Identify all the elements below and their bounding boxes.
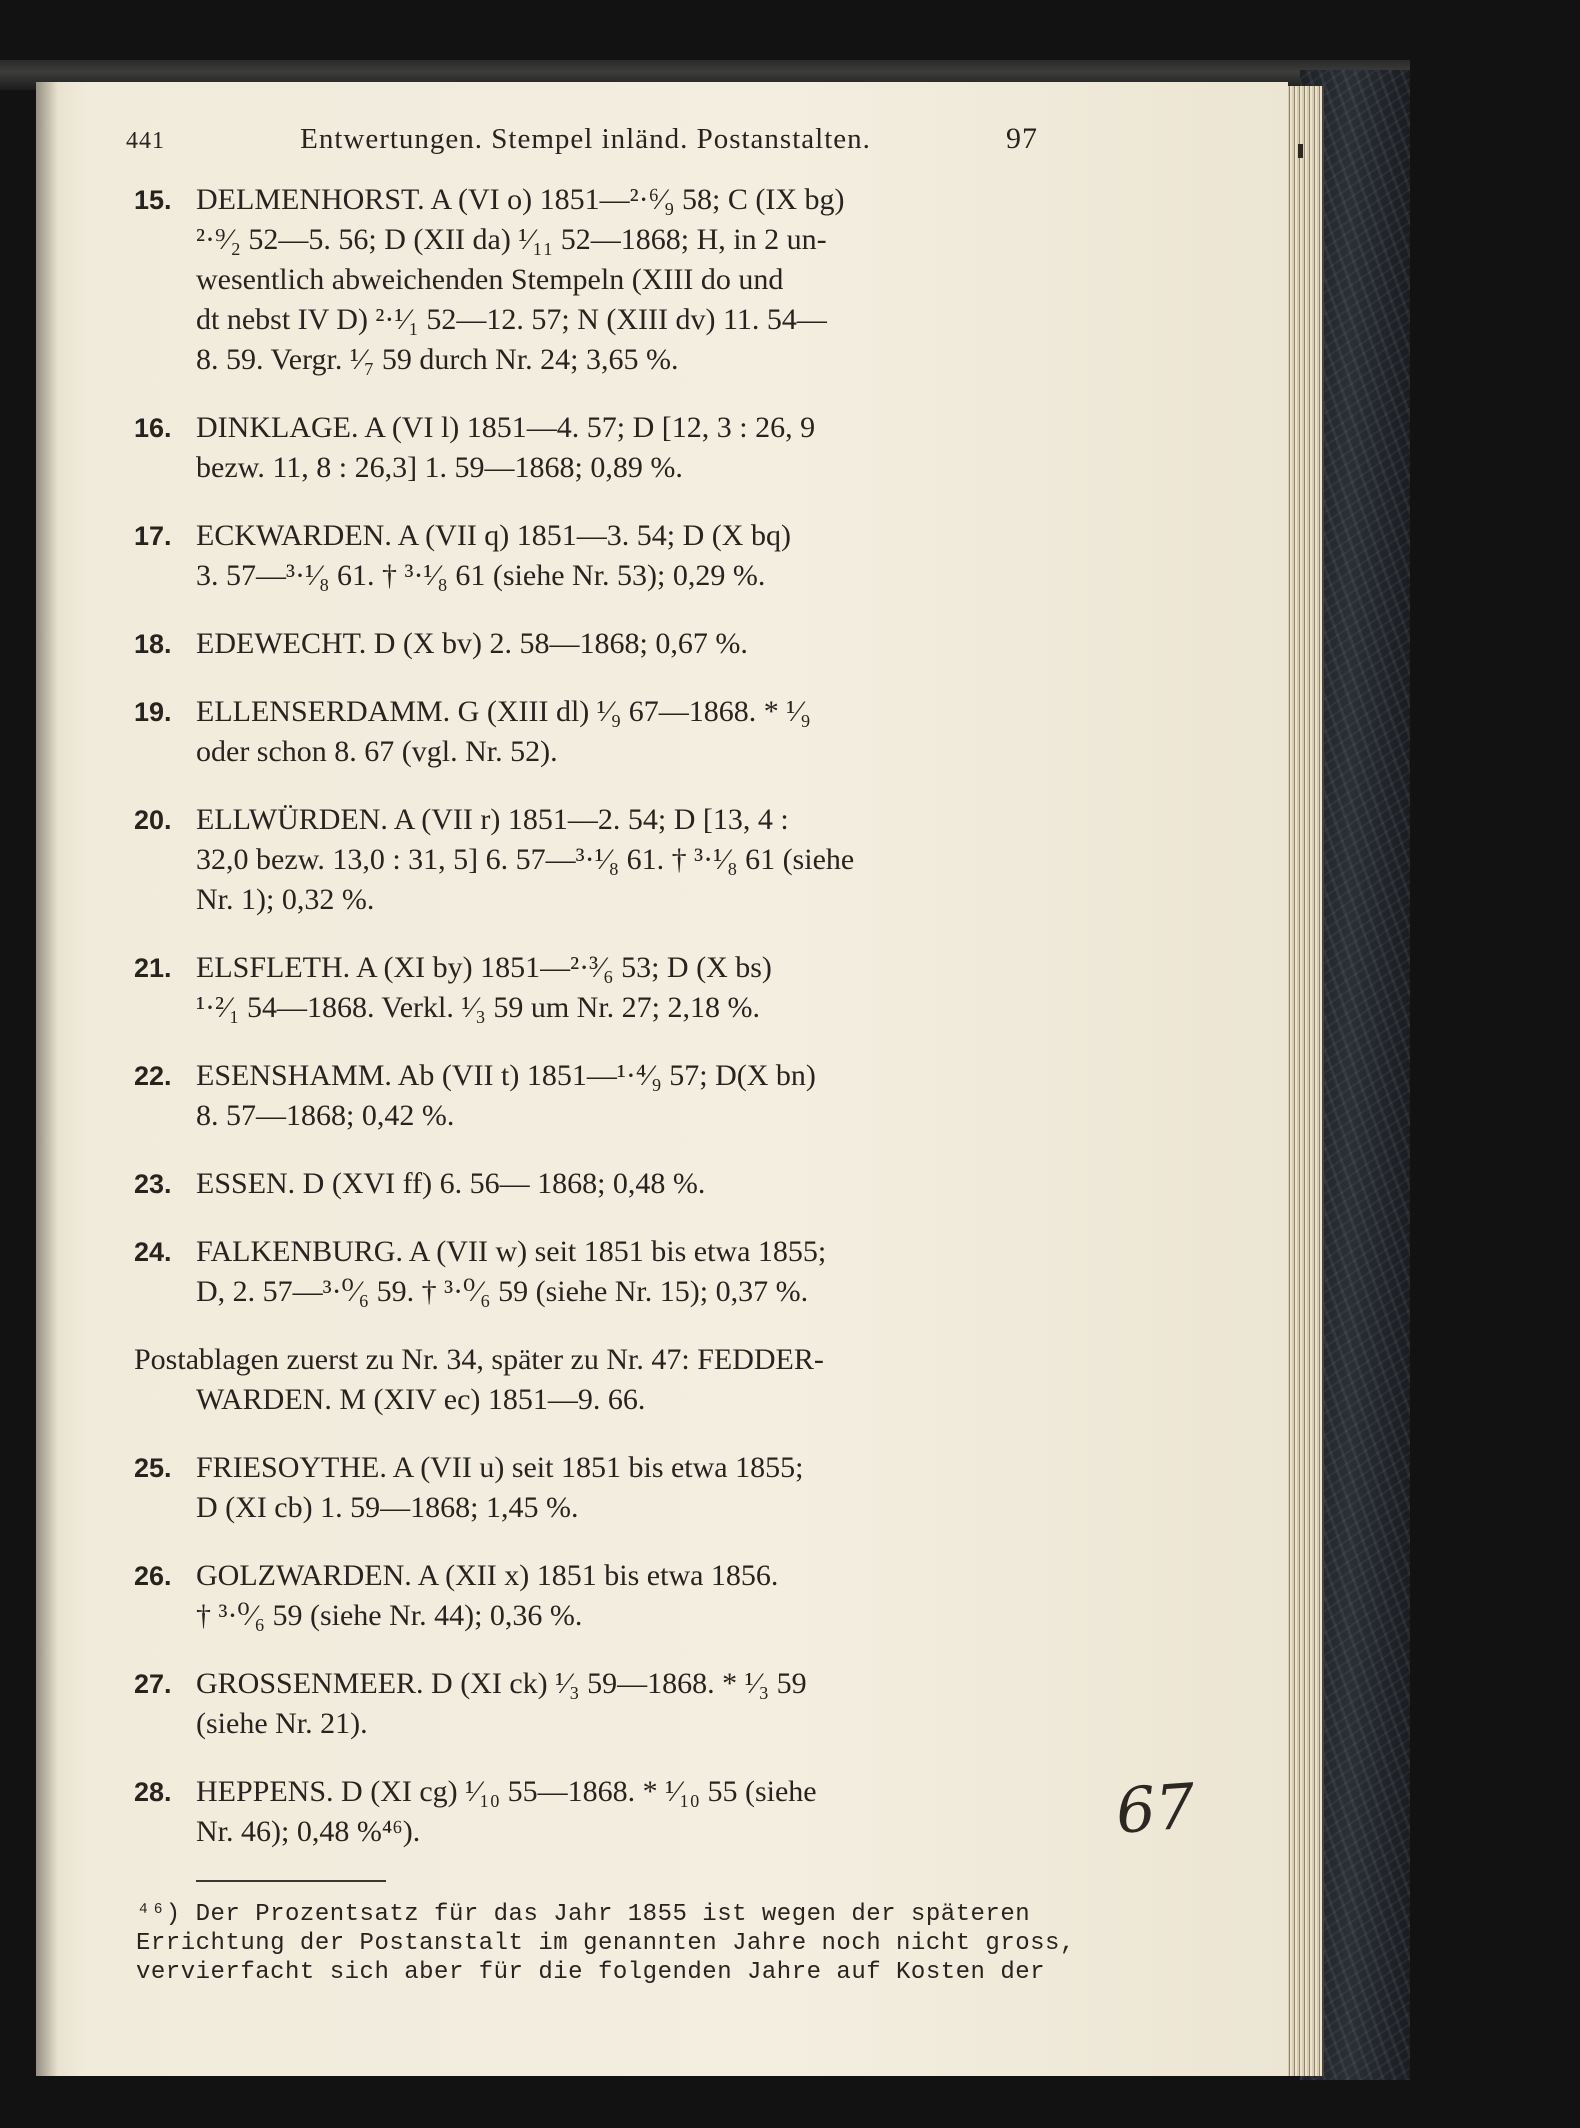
page-edges	[1282, 86, 1324, 2076]
list-item	[134, 1232, 1036, 1312]
footnote	[136, 1900, 1075, 1987]
handwritten-note: 67	[1113, 1769, 1198, 1848]
entry-line: 32,0 bezw. 13,0 : 31, 5] 6. 57—³·¹⁄₈ 61. † ³·¹⁄₈ 61 (siehe	[196, 843, 855, 876]
signature-mark: 441	[126, 128, 165, 154]
footnote-line: Errichtung der Postanstalt im genannten Jahre noch nicht gross,	[136, 1930, 1075, 1957]
entry-line: ²·⁹⁄₂ 52—5. 56; D (XII da) ¹⁄₁₁ 52—1868; H, in 2 un-	[196, 223, 827, 256]
list-item	[134, 800, 1036, 920]
list-item	[134, 1664, 1036, 1744]
running-title: Entwertungen. Stempel inländ. Postanstalten.	[300, 123, 871, 155]
list-item	[134, 1772, 1036, 1852]
list-item	[134, 692, 1036, 772]
entry-line: ELLENSERDAMM. G (XIII dl) ¹⁄₉ 67—1868. * ¹⁄₉	[196, 695, 811, 728]
entry-number: 25.	[134, 1453, 172, 1483]
footnote-line: ⁴⁶) Der Prozentsatz für das Jahr 1855 ist wegen der späteren	[136, 1901, 1031, 1928]
entry-line: Nr. 1); 0,32 %.	[196, 883, 375, 916]
list-item	[134, 624, 1036, 664]
entry-line: (siehe Nr. 21).	[196, 1707, 368, 1740]
entry-line: ESENSHAMM. Ab (VII t) 1851—¹·⁴⁄₉ 57; D(X bn)	[196, 1059, 816, 1092]
entry-number: 24.	[134, 1237, 172, 1267]
entry-number: 26.	[134, 1561, 172, 1591]
entry-line: ELSFLETH. A (XI by) 1851—²·³⁄₆ 53; D (X bs)	[196, 951, 772, 984]
entry-number: 28.	[134, 1777, 172, 1807]
running-header	[126, 122, 1038, 156]
entry-number: 16.	[134, 413, 172, 443]
entry-line: DELMENHORST. A (VI o) 1851—²·⁶⁄₉ 58; C (IX bg)	[196, 183, 845, 216]
entry-number: 20.	[134, 805, 172, 835]
entry-line: wesentlich abweichenden Stempeln (XIII do und	[196, 263, 784, 296]
page-number: 97	[1006, 122, 1038, 155]
entry-line: WARDEN. M (XIV ec) 1851—9. 66.	[196, 1383, 646, 1416]
entry-line: † ³·⁰⁄₆ 59 (siehe Nr. 44); 0,36 %.	[196, 1599, 583, 1632]
entry-line: ESSEN. D (XVI ff) 6. 56— 1868; 0,48 %.	[196, 1167, 706, 1200]
entry-line: DINKLAGE. A (VI l) 1851—4. 57; D [12, 3 : 26, 9	[196, 411, 816, 444]
list-item	[134, 516, 1036, 596]
entry-line: dt nebst IV D) ²·¹⁄₁ 52—12. 57; N (XIII dv) 11. 54—	[196, 303, 827, 336]
entry-line: GOLZWARDEN. A (XII x) 1851 bis etwa 1856.	[196, 1559, 779, 1592]
book-page	[36, 82, 1288, 2076]
list-item	[134, 180, 1036, 380]
list-item	[134, 1448, 1036, 1528]
entry-line: FALKENBURG. A (VII w) seit 1851 bis etwa 1855;	[196, 1235, 827, 1268]
entry-line: HEPPENS. D (XI cg) ¹⁄₁₀ 55—1868. * ¹⁄₁₀ 55 (siehe	[196, 1775, 817, 1808]
list-item	[134, 1056, 1036, 1136]
entry-line: 8. 59. Vergr. ¹⁄₇ 59 durch Nr. 24; 3,65 %.	[196, 343, 679, 376]
gutter-shadow	[36, 82, 58, 2076]
entry-line: D, 2. 57—³·⁰⁄₆ 59. † ³·⁰⁄₆ 59 (siehe Nr. 15); 0,37 %.	[196, 1275, 809, 1308]
entry-number: 17.	[134, 521, 172, 551]
entry-line: Nr. 46); 0,48 %⁴⁶).	[196, 1815, 421, 1848]
entry-number: 22.	[134, 1061, 172, 1091]
list-item	[134, 408, 1036, 488]
entry-number: 27.	[134, 1669, 172, 1699]
entry-number: 23.	[134, 1169, 172, 1199]
entry-line: oder schon 8. 67 (vgl. Nr. 52).	[196, 735, 558, 768]
entry-line: bezw. 11, 8 : 26,3] 1. 59—1868; 0,89 %.	[196, 451, 683, 484]
entry-list	[36, 180, 1136, 1880]
entry-line: ELLWÜRDEN. A (VII r) 1851—2. 54; D [13, 4 :	[196, 803, 789, 836]
list-item	[134, 1340, 1036, 1420]
list-item	[134, 1556, 1036, 1636]
footnote-line: vervierfacht sich aber für die folgenden Jahre auf Kosten der	[136, 1959, 1046, 1986]
page-mark	[1298, 144, 1303, 158]
list-item	[134, 948, 1036, 1028]
entry-line: ECKWARDEN. A (VII q) 1851—3. 54; D (X bq)	[196, 519, 791, 552]
entry-line: EDEWECHT. D (X bv) 2. 58—1868; 0,67 %.	[196, 627, 748, 660]
entry-number: 18.	[134, 629, 172, 659]
entry-line: FRIESOYTHE. A (VII u) seit 1851 bis etwa 1855;	[196, 1451, 804, 1484]
entry-number: 15.	[134, 185, 172, 215]
list-item	[134, 1164, 1036, 1204]
entry-line: 3. 57—³·¹⁄₈ 61. † ³·¹⁄₈ 61 (siehe Nr. 53); 0,29 %.	[196, 559, 766, 592]
entry-line: GROSSENMEER. D (XI ck) ¹⁄₃ 59—1868. * ¹⁄₃ 59	[196, 1667, 807, 1700]
entry-number: 21.	[134, 953, 172, 983]
entry-line: Postablagen zuerst zu Nr. 34, später zu Nr. 47: FEDDER-	[134, 1343, 824, 1376]
entry-line: D (XI cb) 1. 59—1868; 1,45 %.	[196, 1491, 579, 1524]
entry-line: ¹·²⁄₁ 54—1868. Verkl. ¹⁄₃ 59 um Nr. 27; 2,18 %.	[196, 991, 761, 1024]
footnote-rule	[196, 1880, 386, 1882]
entry-number: 19.	[134, 697, 172, 727]
entry-line: 8. 57—1868; 0,42 %.	[196, 1099, 455, 1132]
